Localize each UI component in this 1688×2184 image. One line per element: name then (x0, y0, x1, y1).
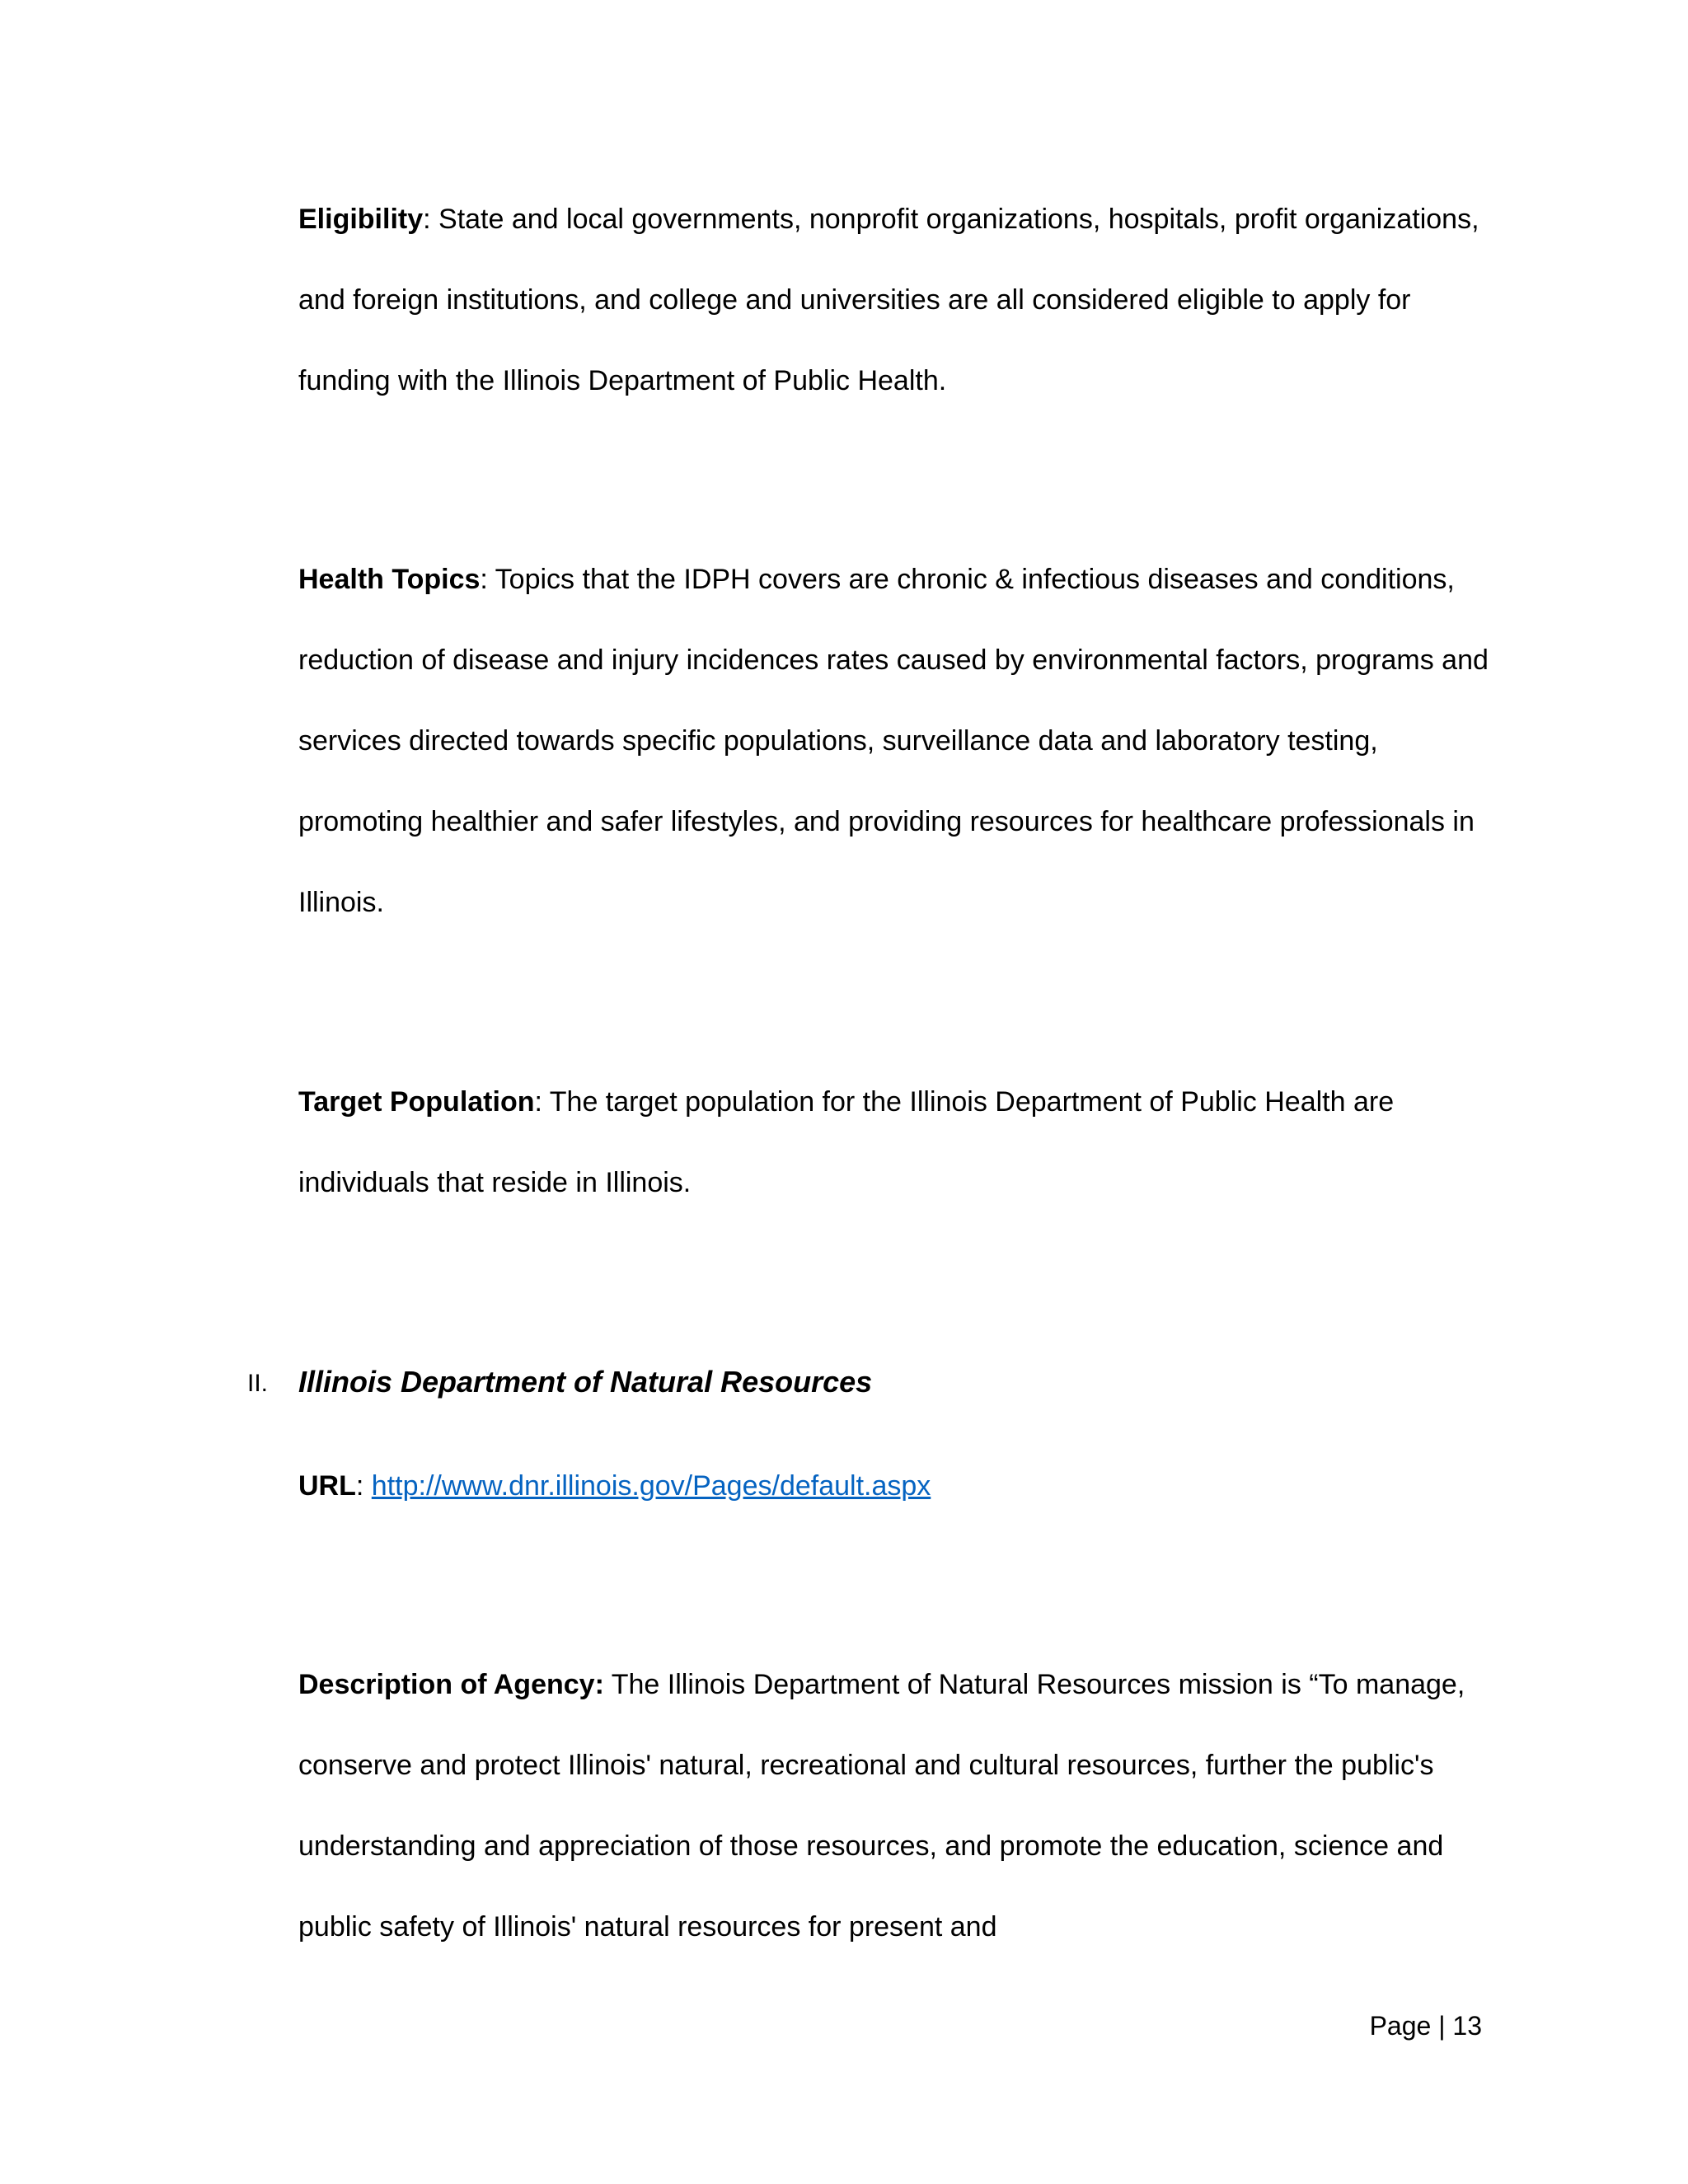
url-separator: : (355, 1470, 372, 1502)
url-label: URL (298, 1470, 356, 1502)
target-population-term: Target Population (298, 1086, 535, 1118)
health-topics-text: : Topics that the IDPH covers are chronic & infectious diseases and conditions, reduction of disease and injury incidences rates caused by environmental factors, programs and services directed towards specific populations, surveillance data and laboratory testing, promoting healthier and safer lifestyles, and providing resources for healthcare professionals in Illinois. (298, 564, 1489, 918)
eligibility-term: Eligibility (298, 204, 424, 235)
target-population-section (298, 1062, 1502, 1223)
eligibility-paragraph (298, 179, 1502, 421)
url-line (298, 1446, 931, 1526)
section-heading: Illinois Department of Natural Resources (298, 1365, 873, 1399)
health-topics-section (298, 539, 1502, 943)
page-number: Page | 13 (1369, 2011, 1482, 2041)
description-text: The Illinois Department of Natural Resources mission is “To manage, conserve and protect Illinois' natural, recreational and cultural resources, further the public's understanding and appreciation of those resources, and promote the education, science and public safety of Illinois' natural resources for present and (298, 1669, 1465, 1943)
health-topics-term: Health Topics (298, 564, 481, 595)
target-population-paragraph (298, 1062, 1502, 1223)
description-term: Description of Agency: (298, 1669, 604, 1700)
eligibility-text: : State and local governments, nonprofit organizations, hospitals, profit organizations, and foreign institutions, and college and universities are all considered eligible to apply for funding with the Illinois Department of Public Health. (298, 204, 1479, 396)
section-numeral: II. (247, 1370, 269, 1397)
target-population-text: : The target population for the Illinois Department of Public Health are individuals that reside in Illinois. (298, 1086, 1395, 1198)
eligibility-section (298, 179, 1502, 421)
description-section (298, 1644, 1502, 1967)
agency-url-link[interactable]: http://www.dnr.illinois.gov/Pages/default.aspx (371, 1470, 931, 1502)
health-topics-paragraph (298, 539, 1502, 943)
description-paragraph (298, 1644, 1502, 1967)
